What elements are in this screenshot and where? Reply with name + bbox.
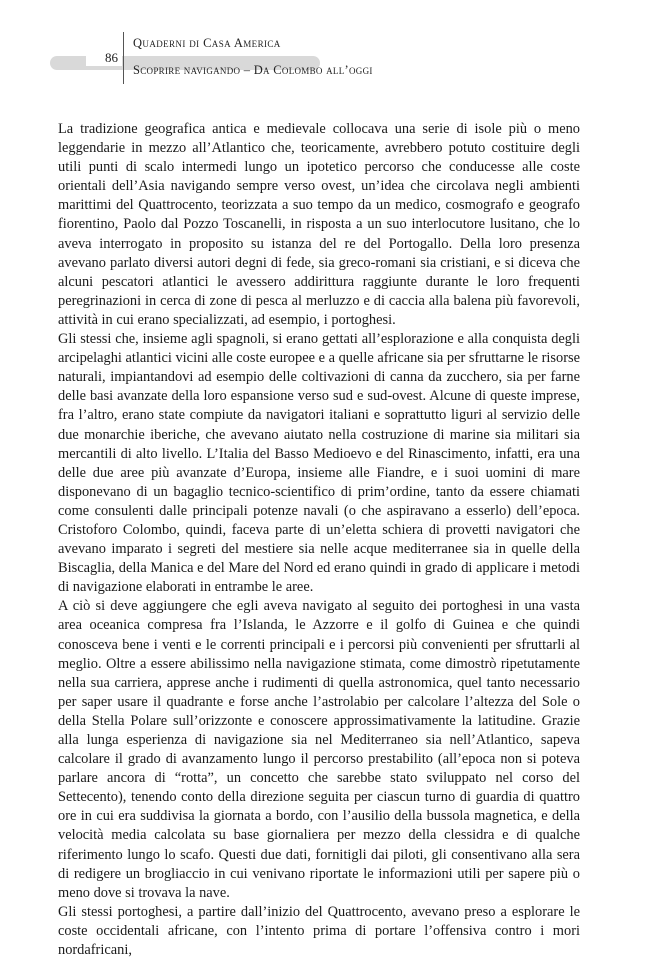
paragraph: Gli stessi che, insieme agli spagnoli, si erano gettati all’esplorazione e alla conquista degli arcipelaghi atlantici vicini alle coste europee e a quelle africane sia per sfruttarne le risorse naturali, impiantandovi ad esempio delle coltivazioni di canna da zucchero, sia per farne delle basi avanzate della loro espansione verso sud e sud-ovest. Alcune di queste imprese, fra l’altro, erano state compiute da navigatori italiani e soprattutto liguri al servizio delle due monarchie iberiche, che avevano aiutato nella costruzione di marine sia militari sia mercantili di alto livello. L’Italia del Basso Medioevo e del Rinascimento, infatti, era una delle due aree più avanzate d’Europa, insieme alle Fiandre, e i suoi uomini di mare disponevano di un bagaglio tecnico-scientifico di prim’ordine, tanto da essere chiamati come consulenti dalle principali potenze navali (o che aspiravano a esserlo) dell’epoca. Cristoforo Colombo, quindi, faceva parte di un’eletta schiera di provetti navigatori che avevano imparato i segreti del mestiere sia nelle acque mediterranee sia in quelle della Biscaglia, della Manica e del Mare del Nord ed erano quindi in grado di applicare i metodi di navigazione elaborati in entrambe le aree. — [58, 331, 580, 596]
header-divider — [123, 32, 124, 84]
volume-title: Scoprire navigando – Da Colombo all’oggi — [133, 63, 373, 77]
body-text — [58, 120, 580, 960]
paragraph: La tradizione geografica antica e medievale collocava una serie di isole più o meno leggendarie in mezzo all’Atlantico che, teoricamente, avrebbero potuto costituire degli utili punti di scalo intermedi lungo un ipotetico percorso che conducesse alle coste orientali dell’Asia navigando sempre verso ovest, un’idea che circolava negli ambienti marittimi del Quattrocento, teorizzata a suo tempo da un medico, cosmografo e geografo fiorentino, Paolo dal Pozzo Toscanelli, in risposta a un suo interlocutore lusitano, che lo aveva interrogato in proposito su istanza del re del Portogallo. Della loro presenza avevano parlato diversi autori degni di fede, sia greco-romani sia cristiani, e si diceva che alcuni pescatori atlantici le avessero addirittura raggiunte durante le loro frequenti peregrinazioni in cerca di zone di pesca al merluzzo e di caccia alla balena più favorevoli, attività in cui erano specializzati, ad esempio, i portoghesi. — [58, 121, 580, 328]
series-title: Quaderni di Casa America — [133, 36, 281, 50]
page-number: 86 — [86, 50, 122, 66]
paragraph: Gli stessi portoghesi, a partire dall’inizio del Quattrocento, avevano preso a esplorare le coste occidentali africane, con l’intento prima di portare l’offensiva contro i mori nordafricani, — [58, 903, 580, 959]
paragraph: A ciò si deve aggiungere che egli aveva navigato al seguito dei portoghesi in una vasta area oceanica compresa fra l’Islanda, le Azzorre e il golfo di Guinea e che quindi conosceva bene i venti e le correnti principali e i percorsi più convenienti per sfruttarli al meglio. Oltre a essere abilissimo nella navigazione stimata, come dimostrò ripetutamente nella sua carriera, apprese anche i rudimenti di quella astronomica, quel tanto necessario per saper usare il quadrante e forse anche l’astrolabio per calcolare l’altezza del Sole o della Stella Polare sull’orizzonte e conoscere approssimativamente la latitudine. Grazie alla lunga esperienza di navigazione sia nel Mediterraneo sia nell’Atlantico, sapeva calcolare il grado di avanzamento lungo il percorso prestabilito (all’epoca non si poteva parlare ancora di “rotta”, un concetto che sarebbe stato sviluppato nel corso del Settecento), tenendo conto della direzione seguita per ciascun turno di guardia di quattro ore in cui era suddivisa la giornata a bordo, con l’ausilio della bussola magnetica, e della velocità media calcolata su base giornaliera per mezzo della clessidra e di qualche riferimento lungo lo scafo. Questi due dati, fornitigli dai piloti, gli consentivano alla sera di redigere un brogliaccio in cui venivano riportate le informazioni utili per sapere più o meno dove si trovava la nave. — [58, 598, 580, 901]
running-header — [0, 30, 650, 86]
